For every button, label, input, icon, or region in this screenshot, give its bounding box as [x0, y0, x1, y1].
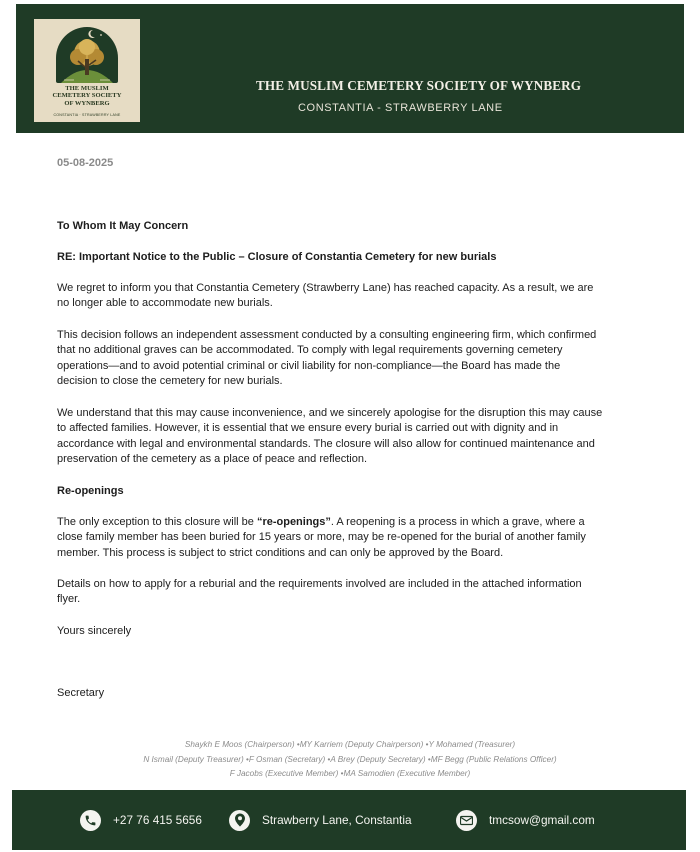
- section-heading-reopenings: Re-openings: [57, 485, 124, 497]
- letterhead: [16, 4, 684, 133]
- organization-name: THE MUSLIM CEMETERY SOCIETY OF WYNBERG: [256, 78, 582, 93]
- footer-address: [229, 790, 412, 850]
- board-members: [60, 738, 640, 782]
- address-text: Strawberry Lane, Constantia: [262, 813, 412, 827]
- phone-icon: [80, 810, 101, 831]
- paragraph-assessment: This decision follows an independent assessment conducted by a consulting engineering firm, which confirmed that no additional graves can be accommodated. To comply with legal requirements governing cemetery operations—and to avoid potential criminal or civil liability for non-compliance—the Board has made the decision to close the cemetery for new burials.: [57, 329, 597, 388]
- tree-arch-emblem: [56, 27, 118, 83]
- reopenings-term: “re-openings”: [256, 516, 331, 528]
- board-line-1: Shaykh E Moos (Chairperson) •MY Karriem (Deputy Chairperson) •Y Mohamed (Treasurer): [184, 740, 516, 749]
- signatory: Secretary: [57, 687, 105, 699]
- logo-subtext: CONSTANTIA · STRAWBERRY LANE: [53, 113, 121, 117]
- organization-location: CONSTANTIA - STRAWBERRY LANE: [298, 102, 503, 114]
- board-line-2: N Ismail (Deputy Treasurer) •F Osman (Secretary) •A Brey (Deputy Secretary) •MF Begg (Public Relations Officer): [143, 754, 557, 764]
- subject-line: RE: Important Notice to the Public – Closure of Constantia Cemetery for new burials: [57, 251, 497, 263]
- contact-footer: [12, 790, 686, 850]
- society-logo: [34, 19, 140, 122]
- footer-email: [456, 790, 595, 850]
- letter-date: 05-08-2025: [57, 157, 114, 169]
- board-line-3: F Jacobs (Executive Member) •MA Samodien (Executive Member): [229, 769, 471, 779]
- map-pin-icon: [229, 810, 250, 831]
- paragraph-apology: We understand that this may cause inconvenience, and we sincerely apologise for the disruption this may cause to affected families. However, it is essential that we ensure every burial is carried out with dignity and in accordance with legal and environmental standards. The closure will also allow for continued maintenance and preservation of the cemetery as a place of peace and reflection.: [57, 407, 603, 466]
- paragraph-capacity: We regret to inform you that Constantia Cemetery (Strawberry Lane) has reached capacity. As a result, we are no longer able to accommodate new burials.: [57, 282, 594, 310]
- salutation: To Whom It May Concern: [57, 220, 189, 232]
- logo-wordmark: THE MUSLIM CEMETERY SOCIETY OF WYNBERG: [52, 85, 122, 107]
- footer-phone: [80, 790, 202, 850]
- paragraph-reopenings: The only exception to this closure will be “re-openings”. A reopening is a process in which a grave, where a close family member has been buried for 15 years or more, may be re-opened for the burial of another family member. This process is subject to strict conditions and can only be approved by the Board.: [57, 516, 586, 559]
- closing: Yours sincerely: [57, 625, 132, 637]
- phone-number[interactable]: +27 76 415 5656: [113, 813, 202, 827]
- envelope-icon: [456, 810, 477, 831]
- email-address[interactable]: tmcsow@gmail.com: [489, 813, 595, 827]
- paragraph-details: Details on how to apply for a reburial and the requirements involved are included in the attached information flyer.: [57, 578, 582, 606]
